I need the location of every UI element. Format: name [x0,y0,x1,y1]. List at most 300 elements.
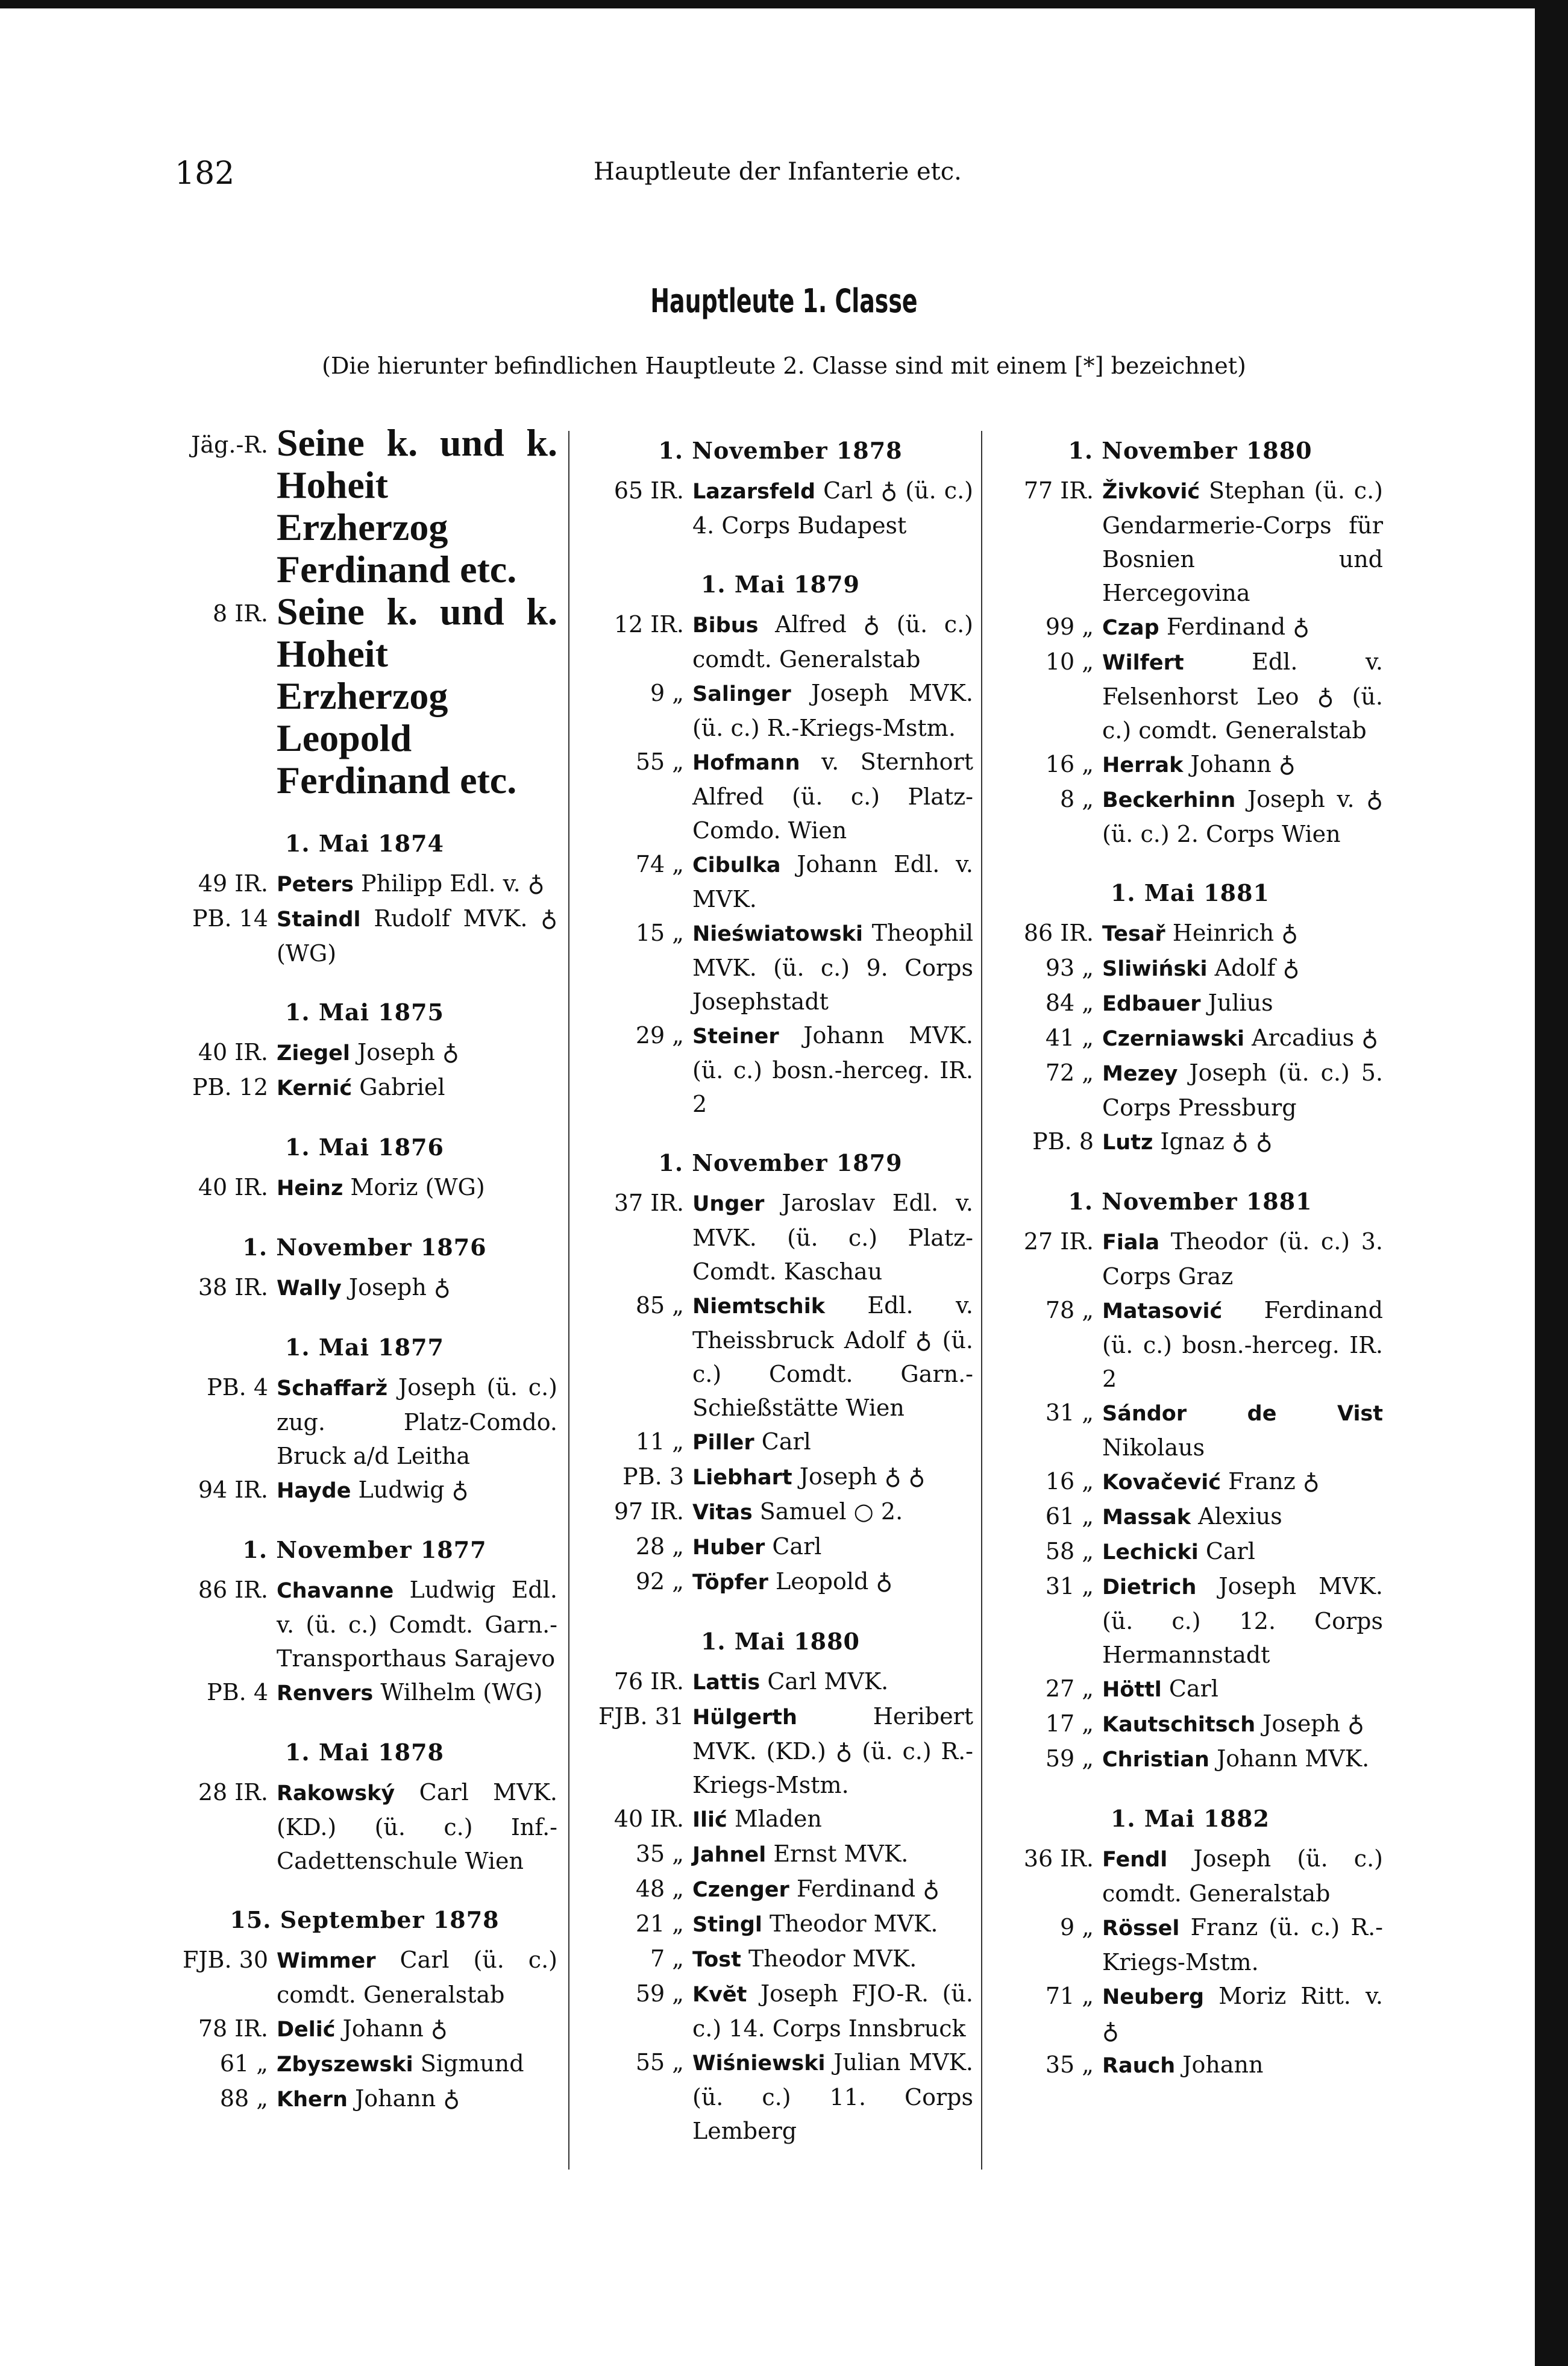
officer-entry [588,1530,973,1564]
officer-details: Philipp Edl. v. ♁ [361,870,545,897]
officer-surname: Steiner [692,1025,779,1049]
entry-text [277,1473,557,1508]
unit-number: 84 „ [1045,990,1094,1016]
unit-number: 37 IR. [613,1190,684,1216]
officer-surname: Töpfer [692,1571,768,1595]
officer-surname: Huber [692,1536,765,1560]
officer-details: Theodor (ü. c.) 3. Corps Graz [1102,1228,1383,1290]
entry-text [1102,916,1383,951]
officer-details: Julius [1208,990,1273,1016]
officer-surname: Edbauer [1102,992,1201,1016]
officer-entry [588,1837,973,1872]
column-divider-1 [568,431,569,2170]
officer-entry [997,645,1383,747]
unit-number: 65 IR. [613,477,684,504]
officer-details: Theophil MVK. (ü. c.) 9. Corps Josephstadt [692,920,973,1015]
officer-entry [997,916,1383,951]
officer-details: Alexius [1198,1503,1282,1530]
unit-number: 31 „ [1045,1573,1094,1599]
entry-text [1102,1021,1383,1056]
unit-number: 31 „ [1045,1399,1094,1426]
entry-text [692,916,973,1018]
officer-details: Wilhelm (WG) [380,1679,543,1705]
date-heading: 1. November 1879 [658,1149,903,1176]
officer-surname: Ziegel [277,1041,350,1065]
officer-surname: Czenger [692,1878,789,1902]
unit-number: 40 IR. [613,1806,684,1832]
officer-details: Joseph (ü. c.) zug. Platz-Comdo. Bruck a/d Leitha [277,1374,557,1469]
entry-text [277,1035,557,1070]
officer-entry [588,916,973,1018]
unit-number: 74 „ [635,851,684,877]
officer-details: Johann Edl. v. MVK. [692,851,973,912]
unit-number: 27 „ [1045,1675,1094,1702]
entry-text [692,1495,973,1530]
officer-surname: Zbyszewski [277,2053,413,2077]
entry-text [277,902,557,970]
officer-details: Johann MVK. [1217,1745,1370,1772]
unit-number: 9 „ [650,680,684,706]
officer-entry [997,986,1383,1021]
entry-text [1102,2048,1383,2083]
officer-surname: Fiala [1102,1231,1160,1255]
unit-number: 15 „ [635,920,684,946]
unit-number: 97 IR. [613,1498,684,1525]
officer-entry [588,1802,973,1837]
officer-entry [997,1499,1383,1534]
officer-entry [997,747,1383,782]
unit-number: 58 „ [1045,1538,1094,1564]
officer-details: Joseph MVK. (ü. c.) R.-Kriegs-Mstm. [692,680,973,741]
officer-surname: Wiśniewski [692,2051,826,2076]
entry-text [692,1942,973,1977]
unit-number: 11 „ [635,1428,684,1455]
unit-number: 55 „ [635,2049,684,2076]
unit-number: 7 „ [650,1945,684,1972]
unit-number: 36 IR. [1023,1845,1094,1872]
unit-number: 10 „ [1045,648,1094,675]
unit-number: 48 „ [635,1875,684,1902]
officer-entry [588,1564,973,1599]
officer-surname: Lutz [1102,1131,1153,1155]
officer-surname: Hülgerth [692,1705,797,1730]
officer-entry [588,1018,973,1121]
officer-surname: Hofmann [692,751,800,775]
officer-surname: Wally [277,1276,342,1301]
officer-details: Carl MVK. (KD.) (ü. c.) Inf.-Cadettenschule Wien [277,1779,557,1874]
entry-text [1102,986,1383,1021]
officer-surname: Delić [277,2018,336,2042]
officer-entry [997,1293,1383,1396]
officer-surname: Piller [692,1431,754,1455]
unit-number: 77 IR. [1023,477,1094,504]
unit-number: 28 IR. [198,1779,268,1806]
unit-number: PB. 3 [622,1463,684,1490]
entry-text [692,1564,973,1599]
officer-details: Joseph ♁ [1262,1710,1364,1737]
entry-text [692,676,973,745]
page-subtitle: (Die hierunter befindlichen Hauptleute 2. Classe sind mit einem [*] bezeichnet) [322,353,1246,379]
entry-text [1102,1056,1383,1125]
officer-details: Franz (ü. c.) R.-Kriegs-Mstm. [1102,1914,1383,1975]
officer-details: Julian MVK. (ü. c.) 11. Corps Lemberg [692,2049,973,2144]
officer-details: Carl [1168,1675,1218,1702]
officer-details: Sigmund [420,2050,524,2077]
officer-details: Joseph ♁ ♁ [799,1463,926,1490]
entry-text [277,1573,557,1675]
unit-number: 86 IR. [1023,920,1094,946]
officer-details: Johann [1182,2051,1264,2078]
entry-text [692,1460,973,1495]
unit-number: FJB. 31 [598,1703,684,1730]
entry-text [277,1070,557,1105]
entry-text [277,1170,557,1205]
entry-text [277,1675,557,1710]
unit-number: 21 „ [635,1910,684,1937]
officer-details: Rudolf MVK. ♁ (WG) [277,905,557,967]
officer-entry [997,1225,1383,1293]
officer-details: Ignaz ♁ ♁ [1160,1128,1273,1155]
unit-number: 71 „ [1045,1983,1094,2009]
date-heading: 1. November 1876 [242,1234,487,1261]
unit-number: FJB. 30 [182,1947,268,1973]
unit-number: 92 „ [635,1568,684,1595]
officer-entry [588,1699,973,1802]
date-heading: 1. Mai 1882 [1110,1805,1270,1832]
page-title: Hauptleute 1. Classe [650,282,918,320]
officer-entry [997,1979,1383,2048]
officer-entry [997,1910,1383,1979]
officer-details: Carl [761,1428,811,1455]
entry-text [692,847,973,916]
unit-number: 8 IR. [213,600,268,627]
officer-details: Heinrich ♁ [1172,920,1298,946]
officer-entry [172,1370,557,1473]
entry-text [1102,1125,1383,1159]
unit-number: Jäg.-R. [191,431,268,458]
officer-details: Alfred ♁ (ü. c.) comdt. Generalstab [692,611,973,673]
entry-text [1102,1842,1383,1910]
officer-entry [588,1186,973,1288]
entry-text [277,1370,557,1473]
entry-text [692,1665,973,1699]
running-head: Hauptleute der Infanterie etc. [594,158,962,186]
officer-entry [172,1270,557,1305]
entry-text [692,2045,973,2148]
officer-details: Ferdinand (ü. c.) bosn.-herceg. IR. 2 [1102,1297,1383,1392]
unit-number: 76 IR. [613,1668,684,1695]
officer-entry [997,2048,1383,2083]
entry-text [277,2047,557,2082]
unit-number: 41 „ [1045,1025,1094,1051]
unit-number: 17 „ [1045,1710,1094,1737]
unit-number: 59 „ [635,1980,684,2007]
unit-number: 78 „ [1045,1297,1094,1323]
royal-entry [172,422,557,591]
date-heading: 15. September 1878 [230,1906,500,1933]
officer-entry [997,782,1383,851]
officer-surname: Kovačević [1102,1470,1221,1495]
unit-number: 61 „ [219,2050,268,2077]
entry-text [1102,1672,1383,1707]
entry-text [1102,1534,1383,1569]
column-2 [588,422,973,2148]
officer-entry [172,2082,557,2117]
unit-number: PB. 8 [1032,1128,1094,1155]
officer-details: Joseph v. ♁ (ü. c.) 2. Corps Wien [1102,786,1383,847]
officer-surname: Fendl [1102,1848,1168,1872]
officer-entry [172,1775,557,1878]
unit-number: 86 IR. [198,1577,268,1603]
officer-entry [588,1288,973,1425]
unit-number: 16 „ [1045,751,1094,777]
officer-surname: Chavanne [277,1579,394,1603]
unit-number: PB. 4 [207,1679,268,1705]
entry-text [1102,747,1383,782]
officer-entry [588,1460,973,1495]
officer-entry [172,2047,557,2082]
officer-details: Joseph ♁ [357,1039,459,1065]
officer-surname: Bibus [692,613,759,638]
officer-details: Carl ♁ (ü. c.) 4. Corps Budapest [692,477,973,539]
unit-number: 8 „ [1060,786,1094,812]
officer-surname: Christian [1102,1748,1209,1772]
unit-number: 40 IR. [198,1174,268,1200]
officer-surname: Jahnel [692,1843,767,1867]
officer-details: Nikolaus [1102,1434,1205,1461]
officer-entry [997,1056,1383,1125]
entry-text [1102,1499,1383,1534]
officer-entry [172,1035,557,1070]
entry-text [1102,1464,1383,1499]
royal-entry [172,591,557,802]
officer-details: v. Sternhort Alfred (ü. c.) Platz-Comdo. Wien [692,748,973,844]
column-divider-2 [981,431,982,2170]
officer-entry [997,474,1383,610]
officer-surname: Matasović [1102,1299,1223,1323]
officer-entry [588,607,973,676]
officer-details: Moriz (WG) [350,1174,485,1200]
officer-entry [172,2012,557,2047]
officer-details: Gabriel [359,1074,445,1100]
officer-surname: Herrak [1102,753,1184,777]
entry-text: Seine k. und k. Hoheit Erzherzog Ferdinand etc. [277,421,557,591]
officer-surname: Heinz [277,1176,343,1200]
entry-text [1102,1293,1383,1396]
officer-entry [172,1943,557,2012]
officer-details: Adolf ♁ [1214,955,1300,981]
date-heading: 1. Mai 1877 [284,1334,444,1361]
entry-text [692,1802,973,1837]
officer-surname: Cibulka [692,853,781,877]
officer-surname: Rakowský [277,1781,395,1806]
officer-surname: Unger [692,1192,765,1216]
unit-number: 27 IR. [1023,1228,1094,1255]
officer-surname: Lazarsfeld [692,480,816,504]
officer-details: Heribert MVK. (KD.) ♁ (ü. c.) R.-Kriegs-Mstm. [692,1703,973,1798]
officer-surname: Salinger [692,682,791,706]
date-heading: 1. November 1877 [242,1536,487,1563]
unit-number: 49 IR. [198,870,268,897]
unit-number: 28 „ [635,1533,684,1560]
officer-entry [172,1170,557,1205]
officer-entry [588,1907,973,1942]
date-heading: 1. Mai 1875 [284,999,444,1026]
officer-surname: Kvĕt [692,1983,747,2007]
officer-surname: Lattis [692,1671,760,1695]
officer-details: Joseph FJO-R. (ü. c.) 14. Corps Innsbruck [692,1980,973,2042]
entry-text [277,1270,557,1305]
entry-text [1102,1742,1383,1777]
officer-details: Carl (ü. c.) comdt. Generalstab [277,1947,557,2008]
officer-surname: Hayde [277,1479,351,1503]
officer-details: Franz ♁ [1228,1468,1320,1495]
officer-details: Carl MVK. [767,1668,889,1695]
officer-details: Johann MVK. (ü. c.) bosn.-herceg. IR. 2 [692,1022,973,1117]
entry-text [692,1699,973,1802]
officer-surname: Niemtschik [692,1294,825,1319]
officer-details: Edl. v. Theissbruck Adolf ♁ (ü. c.) Comdt. Garn.-Schießstätte Wien [692,1292,973,1421]
column-1 [172,422,557,2117]
officer-details: Mladen [734,1806,822,1832]
officer-entry [997,951,1383,986]
officer-surname: Ilić [692,1808,727,1832]
entry-text [277,2012,557,2047]
unit-number: 88 „ [219,2085,268,2112]
entry-text: Seine k. und k. Hoheit Erzherzog Leopold Ferdinand etc. [277,590,557,802]
officer-details: Johann ♁ [1190,751,1296,777]
officer-entry [588,745,973,847]
entry-text [692,1018,973,1121]
entry-text [1102,1569,1383,1672]
entry-text [1102,1225,1383,1293]
entry-text [692,607,973,676]
officer-entry [588,474,973,542]
entry-text [1102,782,1383,851]
officer-details: Joseph (ü. c.) 5. Corps Pressburg [1102,1059,1383,1121]
officer-details: Edl. v. Felsenhorst Leo ♁ (ü. c.) comdt. Generalstab [1102,648,1383,744]
officer-details: Leopold ♁ [776,1568,893,1595]
officer-surname: Liebhart [692,1466,792,1490]
officer-entry [588,1942,973,1977]
entry-text [1102,1707,1383,1742]
officer-entry [172,1070,557,1105]
unit-number: 38 IR. [198,1274,268,1301]
entry-text [277,867,557,902]
entry-text [692,1288,973,1425]
date-heading: 1. Mai 1881 [1110,879,1270,906]
unit-number: 35 „ [635,1840,684,1867]
officer-entry [997,1842,1383,1910]
officer-entry [588,1665,973,1699]
unit-number: 16 „ [1045,1468,1094,1495]
date-heading: 1. November 1881 [1068,1188,1312,1215]
officer-surname: Kernić [277,1076,353,1100]
officer-surname: Rössel [1102,1916,1180,1941]
officer-surname: Dietrich [1102,1575,1197,1599]
officer-surname: Renvers [277,1681,374,1705]
officer-details: Jaroslav Edl. v. MVK. (ü. c.) Platz-Comdt. Kaschau [692,1190,973,1285]
entry-text [277,2082,557,2117]
entry-text [1102,1396,1383,1464]
officer-surname: Tesař [1102,922,1165,946]
entry-text [692,745,973,847]
entry-text [692,1186,973,1288]
column-3 [997,422,1383,2083]
officer-surname: Mezey [1102,1062,1178,1086]
officer-details: Samuel ○ 2. [759,1498,903,1525]
entry-text [1102,474,1383,610]
entry-text [692,1425,973,1460]
officer-entry [588,676,973,745]
officer-surname: Vitas [692,1501,753,1525]
officer-entry [172,1675,557,1710]
officer-details: Theodor MVK. [770,1910,938,1937]
officer-entry [588,1977,973,2045]
officer-surname: Stingl [692,1913,762,1937]
officer-details: Ludwig Edl. v. (ü. c.) Comdt. Garn.-Transporthaus Sarajevo [277,1577,557,1672]
officer-entry [588,1425,973,1460]
officer-entry [997,1569,1383,1672]
unit-number: PB. 14 [192,905,268,932]
entry-text [1102,951,1383,986]
officer-entry [172,1473,557,1508]
officer-entry [997,1396,1383,1464]
entry-text [277,1775,557,1878]
officer-entry [588,1495,973,1530]
entry-text [692,1837,973,1872]
officer-entry [172,1573,557,1675]
officer-surname: Sliwiński [1102,957,1208,981]
officer-surname: Höttl [1102,1678,1162,1702]
officer-details: Theodor MVK. [748,1945,917,1972]
date-heading: 1. Mai 1880 [700,1628,860,1655]
officer-surname: Wimmer [277,1949,376,1973]
officer-entry [997,1707,1383,1742]
officer-surname: Neuberg [1102,1985,1205,2009]
officer-details: Ernst MVK. [773,1840,909,1867]
officer-surname: Živković [1102,480,1200,504]
entry-text [692,1530,973,1564]
page-number: 182 [175,155,235,192]
officer-details: Joseph ♁ [348,1274,451,1301]
officer-details: Joseph (ü. c.) comdt. Generalstab [1102,1845,1383,1907]
officer-details: Carl [772,1533,822,1560]
date-heading: 1. Mai 1876 [284,1134,444,1161]
unit-number: 40 IR. [198,1039,268,1065]
entry-text [692,1907,973,1942]
officer-entry [997,1125,1383,1159]
officer-details: Stephan (ü. c.) Gendarmerie-Corps für Bosnien und Hercegovina [1102,477,1383,606]
officer-surname: Rauch [1102,2054,1176,2078]
officer-details: Johann ♁ [342,2015,448,2042]
officer-entry [172,867,557,902]
officer-surname: Wilfert [1102,651,1184,675]
unit-number: 93 „ [1045,955,1094,981]
unit-number: 9 „ [1060,1914,1094,1941]
unit-number: 59 „ [1045,1745,1094,1772]
officer-surname: Sándor de Vist [1102,1402,1383,1426]
entry-text [1102,610,1383,645]
officer-entry [997,1672,1383,1707]
unit-number: 61 „ [1045,1503,1094,1530]
officer-surname: Beckerhinn [1102,788,1236,812]
unit-number: 72 „ [1045,1059,1094,1086]
officer-surname: Massak [1102,1505,1191,1530]
officer-details: Ludwig ♁ [358,1476,469,1503]
unit-number: 99 „ [1045,613,1094,640]
officer-details: Ferdinand ♁ [1166,613,1310,640]
